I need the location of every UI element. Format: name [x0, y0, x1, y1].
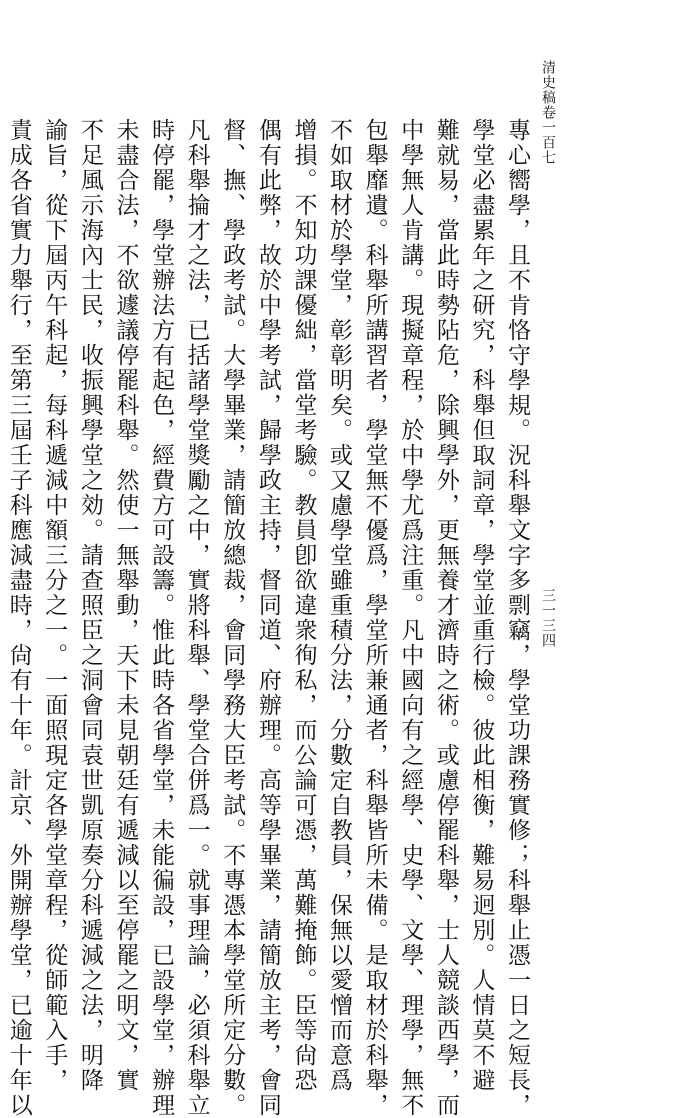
text-column: 難就易，當此時勢阽危，除興學外，更無養才濟時之術。或慮停罷科舉，士人競談西學，而	[432, 118, 459, 1118]
text-column: 責成各省實力舉行，至第三屆壬子科應減盡時，尙有十年。計京、外開辦學堂，已逾十年以	[5, 118, 32, 1118]
running-title: 清史稿卷一百七	[540, 60, 556, 165]
body-text	[5, 118, 534, 1118]
text-column: 包舉靡遺。科舉所講習者，學堂無不優爲，學堂所兼通者，科舉皆所未備。是取材於科舉，	[361, 118, 388, 1118]
text-column: 增損。不知功課優絀，當堂考驗。教員卽欲違衆徇私，而公論可憑，萬難掩飾。臣等尙恐	[290, 118, 317, 1093]
text-column: 凡科舉掄才之法，已括諸學堂獎勵之中，實將科舉、學堂合併爲一。就事理論，必須科舉立	[183, 118, 210, 1118]
text-column: 督、撫、學政考試。大學畢業，請簡放總裁，會同學務大臣考試。不專憑本學堂所定分數。	[219, 118, 246, 1118]
text-column: 不如取材於學堂，彰彰明矣。或又慮學堂雖重積分法，分數定自教員，保無以愛憎而意爲	[326, 118, 353, 1093]
text-column: 不足風示海內士民，收振興學堂之効。請查照臣之洞會同袁世凱原奏分科遞減之法，明降	[76, 118, 103, 1093]
text-column: 中學無人肯講。現擬章程，於中學尤爲注重。凡中國向有之經學、史學、文學、理學，無不	[397, 118, 424, 1118]
text-column: 專心嚮學，且不肯恪守學規。況科舉文字多剽竊，學堂功課務實修；科舉止憑一日之短長，	[504, 118, 530, 1118]
text-column: 學堂必盡累年之研究，科舉但取詞章，學堂並重行檢。彼此相衡，難易迥別。人情莫不避	[468, 118, 495, 1093]
text-column: 時停罷，學堂辦法方有起色，經費方可設籌。惟此時各省學堂，未能徧設，已設學堂，辦理	[148, 118, 175, 1118]
text-column: 偶有此弊，故於中學考試，歸學政主持，督同道、府辦理。高等學畢業，請簡放主考，會同	[254, 118, 281, 1118]
text-column: 諭旨，從下屆丙午科起，每科遞減中額三分之一。一面照現定各學堂章程，從師範入手，	[41, 118, 68, 1093]
page-number: 三一三四	[540, 588, 556, 648]
text-column: 未盡合法，不欲遽議停罷科舉。然使一無舉動，天下未見朝廷有遞減以至停罷之明文，實	[112, 118, 139, 1093]
